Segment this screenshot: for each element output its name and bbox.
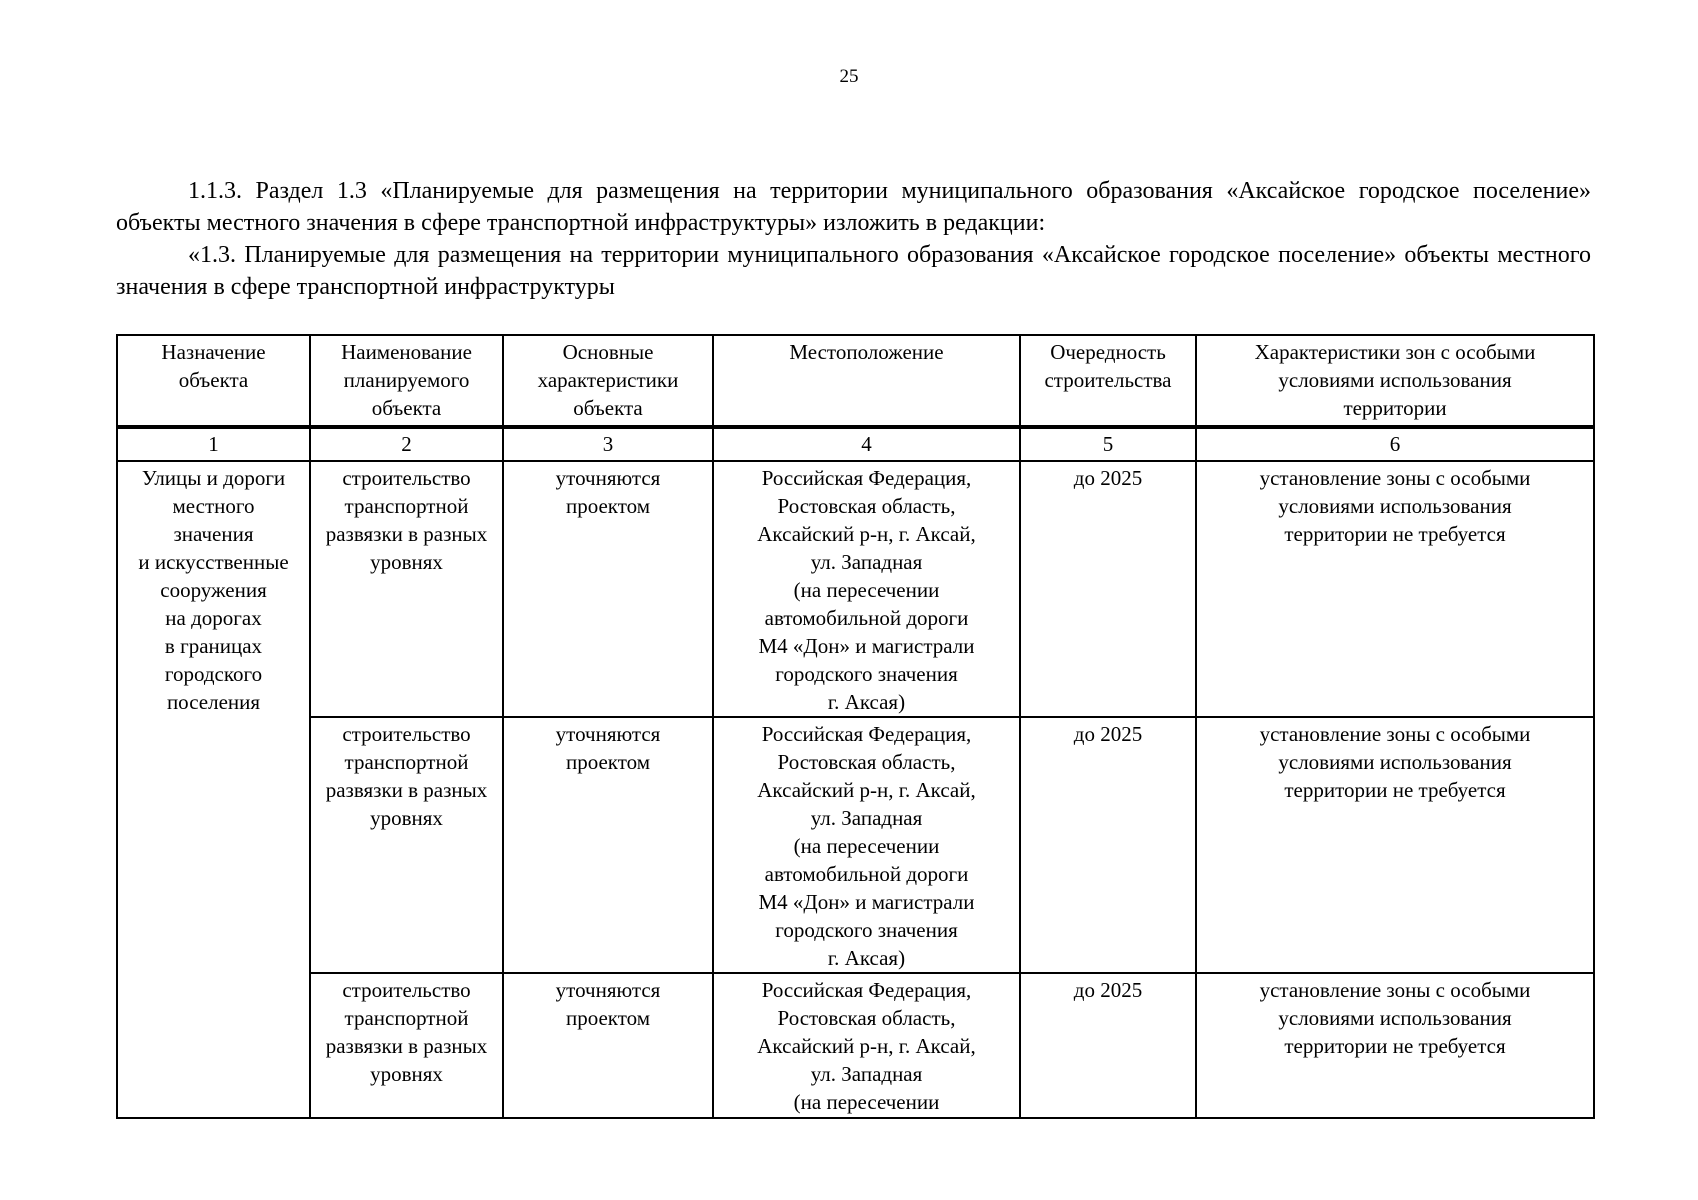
- cell-location: Российская Федерация, Ростовская область, Аксайский р-н, г. Аксай, ул. Западная (на пересечении автомобильной дороги М4 «Дон» и магистрали городского значения г. Аксая): [713, 461, 1020, 717]
- cell-characteristics: уточняются проектом: [503, 461, 713, 717]
- column-number: 3: [503, 427, 713, 461]
- table-header-row: [117, 335, 1594, 427]
- intro-paragraph-1: 1.1.3. Раздел 1.3 «Планируемые для размещения на территории муниципального образования «Аксайское городское поселение» объекты местного значения в сфере транспортной инфраструктуры» изложить в редакции:: [116, 178, 1591, 236]
- intro-text: [116, 175, 1591, 303]
- column-number: 4: [713, 427, 1020, 461]
- column-number: 1: [117, 427, 310, 461]
- column-number: 2: [310, 427, 503, 461]
- cell-construction-stage: до 2025: [1020, 461, 1196, 717]
- cell-characteristics: уточняются проектом: [503, 973, 713, 1118]
- cell-construction-stage: до 2025: [1020, 717, 1196, 973]
- column-header-zones: Характеристики зон с особыми условиями использования территории: [1196, 335, 1594, 427]
- page-number: 25: [839, 66, 859, 87]
- cell-object-name: строительство транспортной развязки в разных уровнях: [310, 973, 503, 1118]
- cell-location: Российская Федерация, Ростовская область, Аксайский р-н, г. Аксай, ул. Западная (на пересечении автомобильной дороги М4 «Дон» и магистрали городского значения г. Аксая): [713, 717, 1020, 973]
- column-header-purpose: Назначение объекта: [117, 335, 310, 427]
- column-number: 6: [1196, 427, 1594, 461]
- cell-purpose: Улицы и дороги местного значения и искусственные сооружения на дорогах в границах городского поселения: [117, 461, 310, 1118]
- cell-construction-stage: до 2025: [1020, 973, 1196, 1118]
- column-header-location: Местоположение: [713, 335, 1020, 427]
- table-row: [117, 461, 1594, 717]
- table-row: [117, 973, 1594, 1118]
- transport-objects-table: [116, 334, 1595, 1119]
- column-number: 5: [1020, 427, 1196, 461]
- column-header-characteristics: Основные характеристики объекта: [503, 335, 713, 427]
- cell-zone-characteristics: установление зоны с особыми условиями использования территории не требуется: [1196, 461, 1594, 717]
- table-row: [117, 717, 1594, 973]
- intro-paragraph-2: «1.3. Планируемые для размещения на территории муниципального образования «Аксайское городское поселение» объекты местного значения в сфере транспортной инфраструктуры: [116, 242, 1591, 300]
- cell-zone-characteristics: установление зоны с особыми условиями использования территории не требуется: [1196, 973, 1594, 1118]
- cell-object-name: строительство транспортной развязки в разных уровнях: [310, 461, 503, 717]
- cell-characteristics: уточняются проектом: [503, 717, 713, 973]
- column-header-stage: Очередность строительства: [1020, 335, 1196, 427]
- cell-location: Российская Федерация, Ростовская область, Аксайский р-н, г. Аксай, ул. Западная (на пересечении: [713, 973, 1020, 1118]
- column-header-name: Наименование планируемого объекта: [310, 335, 503, 427]
- column-number-row: [117, 427, 1594, 461]
- cell-zone-characteristics: установление зоны с особыми условиями использования территории не требуется: [1196, 717, 1594, 973]
- cell-object-name: строительство транспортной развязки в разных уровнях: [310, 717, 503, 973]
